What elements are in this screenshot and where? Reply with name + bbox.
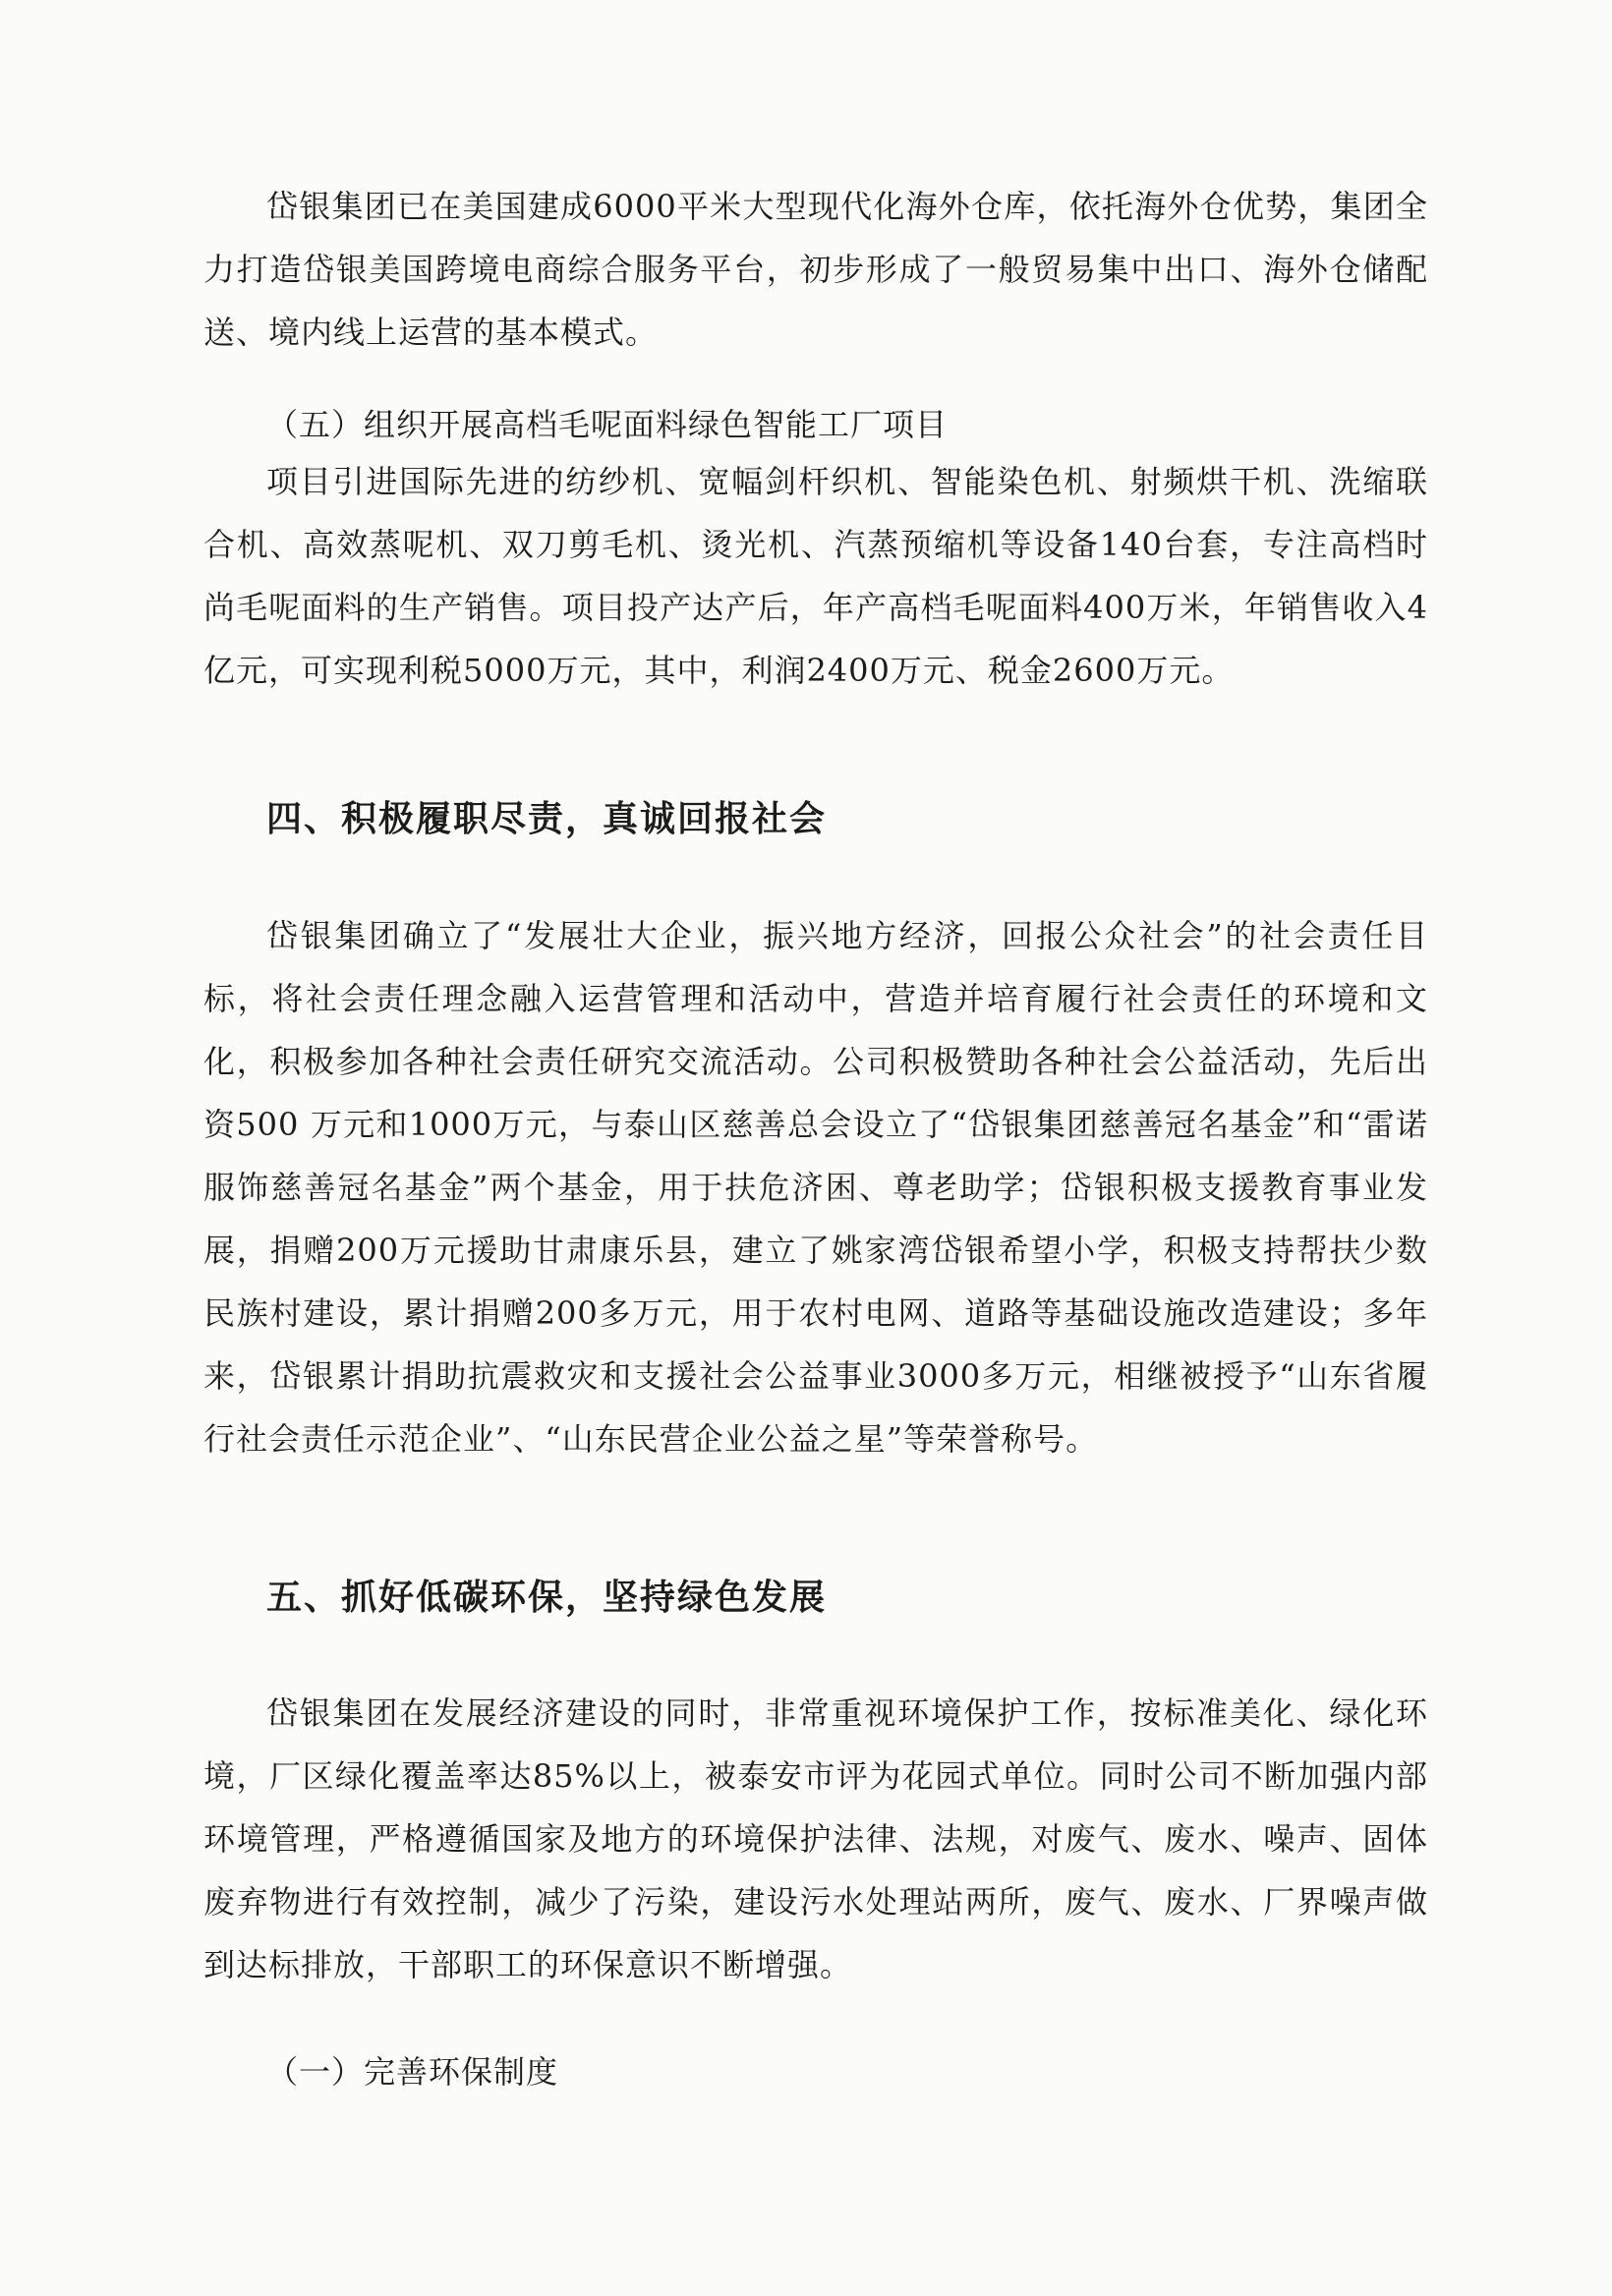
heading-section-5-green-development: 五、抓好低碳环保，坚持绿色发展	[266, 1578, 828, 1618]
paragraph-environmental-protection: 岱银集团在发展经济建设的同时，非常重视环境保护工作，按标准美化、绿化环境，厂区绿化覆盖率达85%以上，被泰安市评为花园式单位。同时公司不断加强内部环境管理，严格遵循国家及地方的环境保护法律、法规，对废气、废水、噪声、固体废弃物进行有效控制，减少了污染，建设污水处理站两所，废气、废水、厂界噪声做到达标排放，干部职工的环保意识不断增强。	[203, 1694, 1428, 1983]
subheading-5-wool-fabric-project: （五）组织开展高档毛呢面料绿色智能工厂项目	[266, 406, 949, 443]
paragraph-social-responsibility: 岱银集团确立了“发展壮大企业，振兴地方经济，回报公众社会”的社会责任目 标，将社会责任理念融入运营管理和活动中，营造并培育履行社会责任的环境和文化，积极参加各种社会责任研究交流活动。公司积极赞助各种社会公益活动，先后出资500 万元和1000万元，与泰山区慈善总会设立了“岱银集团慈善冠名基金”和“雷诺服饰慈善冠名基金”两个基金，用于扶危济困、尊老助学；岱银积极支援教育事业发展，捐赠200万元援助甘肃康乐县，建立了姚家湾岱银希望小学，积极支持帮扶少数民族村建设，累计捐赠200多万元，用于农村电网、道路等基础设施改造建设；多年来，岱银累计捐助抗震救灾和支援社会公益事业3000多万元，相继被授予“山东省履行社会责任示范企业”、“山东民营企业公益之星”等荣誉称号。	[203, 917, 1428, 1458]
heading-section-4-social-responsibility: 四、积极履职尽责，真诚回报社会	[266, 799, 828, 839]
paragraph-project-equipment: 项目引进国际先进的纺纱机、宽幅剑杆织机、智能染色机、射频烘干机、洗缩联合机、高效蒸呢机、双刀剪毛机、烫光机、汽蒸预缩机等设备140台套，专注高档时尚毛呢面料的生产销售。项目投产达产后，年产高档毛呢面料400万米，年销售收入4亿元，可实现利税5000万元，其中，利润2400万元、税金2600万元。	[203, 463, 1428, 689]
paragraph-overseas-warehouse: 岱银集团已在美国建成6000平米大型现代化海外仓库，依托海外仓优势，集团全力打造岱银美国跨境电商综合服务平台，初步形成了一般贸易集中出口、海外仓储配送、境内线上运营的基本模式。	[203, 188, 1428, 351]
subheading-1-environmental-system: （一）完善环保制度	[266, 2053, 559, 2091]
